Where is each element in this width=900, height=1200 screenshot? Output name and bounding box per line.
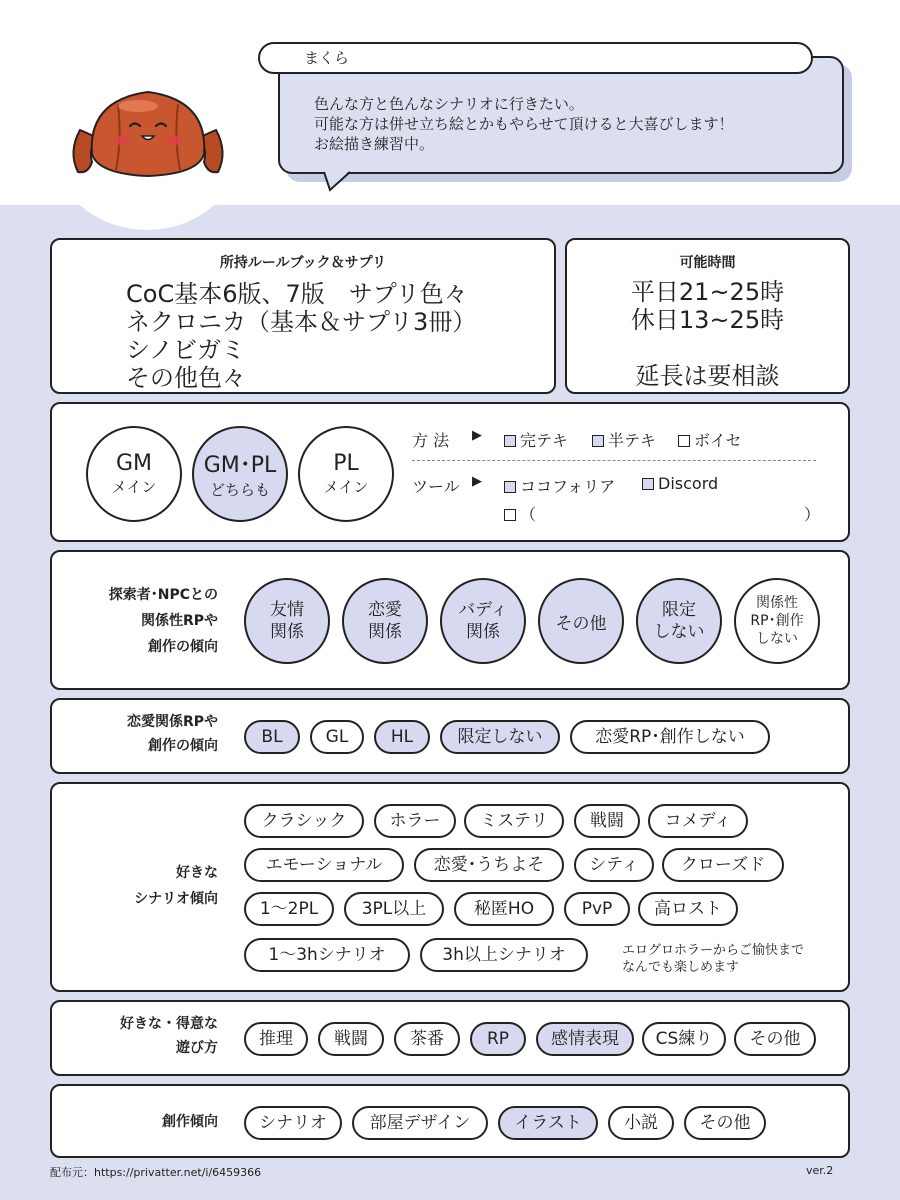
checkbox-icon	[678, 435, 690, 447]
profile-name	[258, 42, 813, 74]
romance-option-gl[interactable]: GL	[310, 720, 364, 754]
relation-option-other[interactable]: その他	[538, 578, 624, 664]
play-option-emotion[interactable]: 感情表現	[536, 1022, 634, 1056]
play-panel	[50, 1000, 850, 1076]
profile-name-text: まくら	[304, 49, 350, 67]
relation-label: 探索者･NPCとの 関係性RPや 創作の傾向	[108, 587, 218, 655]
scenario-option[interactable]: 1〜2PL	[244, 892, 334, 926]
play-option-cs[interactable]: CS練り	[642, 1022, 726, 1056]
checkbox-icon	[504, 509, 516, 521]
relation-option-friendship[interactable]: 友情 関係	[244, 578, 330, 664]
tool-option-other[interactable]: （	[504, 502, 536, 525]
play-option-skit[interactable]: 茶番	[394, 1022, 460, 1056]
play-option-rp[interactable]: RP	[470, 1022, 526, 1056]
role-both-main: GM･PL	[203, 453, 277, 478]
relation-panel	[50, 550, 850, 690]
romance-option-bl[interactable]: BL	[244, 720, 300, 754]
role-both-sub: どちらも	[209, 481, 270, 499]
relation-option-unlimited[interactable]: 限定 しない	[636, 578, 722, 664]
divider	[412, 460, 816, 461]
rulebook-line: ネクロニカ（基本＆サプリ3冊）	[126, 308, 477, 336]
scenario-option[interactable]: シティ	[574, 848, 654, 882]
scenario-option[interactable]: 高ロスト	[638, 892, 738, 926]
croissant-mascot-icon	[58, 70, 238, 190]
checkbox-icon	[642, 478, 654, 490]
bio-line: お絵描き練習中。	[314, 135, 435, 153]
tool-option-ccfolia[interactable]: ココフォリア	[504, 474, 615, 497]
bubble-tail-icon	[320, 170, 360, 194]
scenario-option[interactable]: 3PL以上	[344, 892, 444, 926]
method-option-voice[interactable]: ボイセ	[678, 428, 742, 451]
scenario-option[interactable]: ミステリ	[464, 804, 564, 838]
scenario-label: 好きな シナリオ傾向	[134, 865, 218, 907]
role-pl-sub: メイン	[323, 478, 369, 496]
role-pl-main: PL	[333, 451, 359, 476]
creation-label: 創作傾向	[162, 1114, 218, 1130]
play-style-panel	[50, 402, 850, 542]
time-panel	[565, 238, 850, 394]
scenario-option[interactable]: ホラー	[374, 804, 456, 838]
creation-option-other[interactable]: その他	[684, 1106, 766, 1140]
creation-panel	[50, 1084, 850, 1158]
scenario-note: エログロホラーからご愉快まで なんでも楽しめます	[622, 943, 805, 975]
creation-option-illustration[interactable]: イラスト	[498, 1106, 598, 1140]
bio-line: 可能な方は併せ立ち絵とかもやらせて頂けると大喜びします！	[314, 115, 734, 133]
bio-line: 色んな方と色んなシナリオに行きたい。	[314, 95, 584, 113]
scenario-option[interactable]: クラシック	[244, 804, 364, 838]
romance-panel	[50, 698, 850, 774]
scenario-option[interactable]: PvP	[564, 892, 630, 926]
rulebook-line: シノビガミ	[126, 336, 246, 364]
role-gm-main: GM	[115, 451, 153, 476]
role-pl[interactable]	[298, 426, 394, 522]
scenario-option[interactable]: 戦闘	[574, 804, 640, 838]
tools-label: ツール	[412, 477, 460, 496]
time-title: 可能時間	[679, 255, 736, 271]
play-label: 好きな・得意な 遊び方	[120, 1016, 218, 1056]
rulebook-panel	[50, 238, 556, 394]
method-option-hantext[interactable]: 半テキ	[592, 428, 656, 451]
method-label: 方 法	[412, 431, 450, 450]
tool-option-discord[interactable]: Discord	[642, 474, 718, 493]
play-option-deduction[interactable]: 推理	[244, 1022, 308, 1056]
tool-other-close: ）	[804, 505, 821, 524]
role-gm-pl[interactable]	[192, 426, 288, 522]
play-option-other[interactable]: その他	[734, 1022, 816, 1056]
footer-source: 配布元：https://privatter.net/i/6459366	[50, 1166, 262, 1179]
romance-label: 恋愛関係RPや 創作の傾向	[126, 714, 218, 754]
creation-option-novel[interactable]: 小説	[608, 1106, 674, 1140]
scenario-panel	[50, 782, 850, 992]
romance-option-none[interactable]: 恋愛RP･創作しない	[570, 720, 770, 754]
checkbox-icon	[504, 481, 516, 493]
scenario-option[interactable]: エモーショナル	[244, 848, 404, 882]
creation-option-scenario[interactable]: シナリオ	[244, 1106, 342, 1140]
relation-option-romance[interactable]: 恋愛 関係	[342, 578, 428, 664]
rulebook-line: その他色々	[126, 364, 246, 392]
scenario-option[interactable]: 1〜3hシナリオ	[244, 938, 410, 972]
scenario-option[interactable]: クローズド	[662, 848, 784, 882]
relation-option-none[interactable]: 関係性 RP･創作 しない	[734, 578, 820, 664]
role-gm[interactable]	[86, 426, 182, 522]
scenario-option[interactable]: 秘匿HO	[454, 892, 554, 926]
role-gm-sub: メイン	[111, 478, 157, 496]
checkbox-icon	[592, 435, 604, 447]
footer-version: ver.2	[806, 1164, 834, 1177]
time-line: 延長は要相談	[635, 362, 780, 390]
scenario-option[interactable]: コメディ	[648, 804, 748, 838]
time-line: 休日13~25時	[630, 306, 785, 334]
checkbox-icon	[504, 435, 516, 447]
romance-option-unlimited[interactable]: 限定しない	[440, 720, 560, 754]
romance-option-hl[interactable]: HL	[374, 720, 430, 754]
play-option-combat[interactable]: 戦闘	[318, 1022, 384, 1056]
tools-arrow-icon: ▶	[472, 474, 482, 489]
relation-option-buddy[interactable]: バディ 関係	[440, 578, 526, 664]
time-line: 平日21~25時	[630, 278, 785, 306]
method-arrow-icon: ▶	[472, 428, 482, 443]
time-line	[567, 334, 848, 362]
creation-option-room-design[interactable]: 部屋デザイン	[352, 1106, 488, 1140]
scenario-option[interactable]: 3h以上シナリオ	[420, 938, 588, 972]
rulebook-title: 所持ルールブック＆サプリ	[219, 255, 387, 271]
rulebook-line: CoC基本6版、7版 サプリ色々	[126, 280, 468, 308]
scenario-option[interactable]: 恋愛･うちよそ	[414, 848, 564, 882]
method-option-kantext[interactable]: 完テキ	[504, 428, 568, 451]
